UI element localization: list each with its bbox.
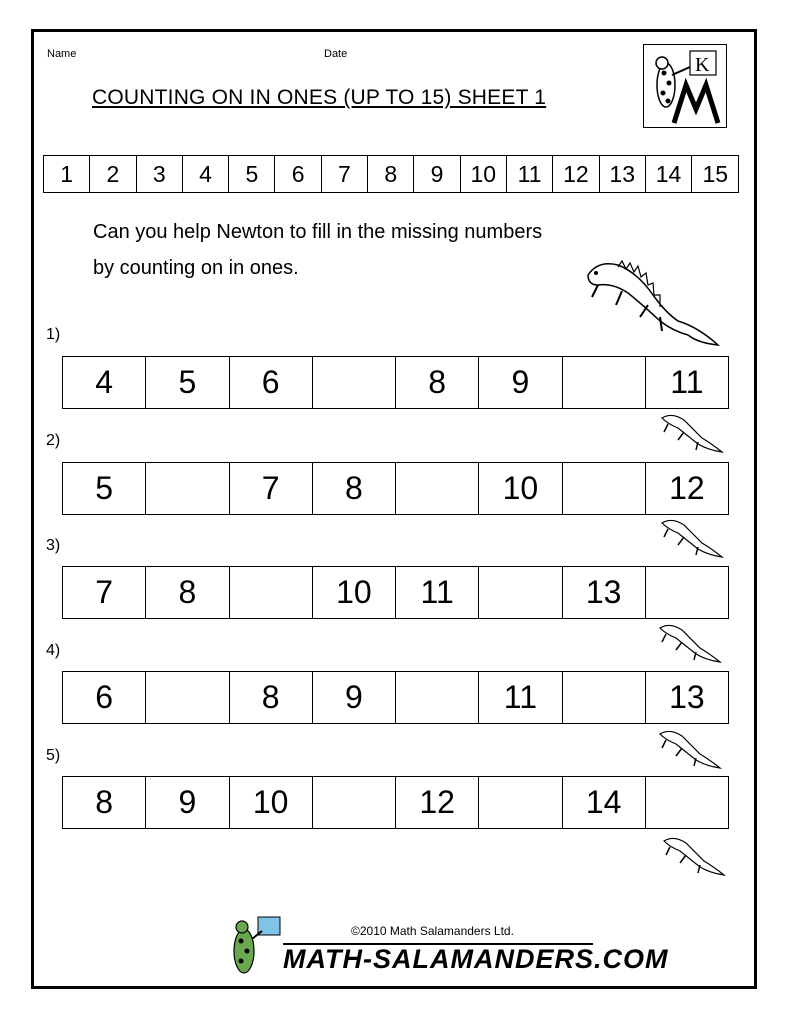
given-number-cell: 12 — [396, 777, 479, 828]
answer-blank-cell[interactable] — [563, 463, 646, 514]
given-number-cell: 10 — [479, 463, 562, 514]
footer-salamander-logo-icon — [226, 915, 286, 979]
brand-name: MATH-SALAMANDERS.COM — [283, 944, 669, 974]
given-number-cell: 8 — [146, 567, 229, 618]
answer-blank-cell[interactable] — [146, 463, 229, 514]
copyright-text: ©2010 Math Salamanders Ltd. — [351, 924, 514, 938]
answer-blank-cell[interactable] — [313, 777, 396, 828]
number-line-cell: 10 — [461, 156, 507, 192]
given-number-cell: 9 — [479, 357, 562, 408]
small-salamander-icon — [658, 410, 724, 455]
given-number-cell: 11 — [396, 567, 479, 618]
small-salamander-icon — [656, 620, 722, 665]
given-number-cell: 7 — [63, 567, 146, 618]
small-salamander-icon — [660, 833, 726, 878]
question-row — [62, 356, 729, 409]
question-label: 3) — [46, 537, 61, 554]
number-line-cell: 12 — [553, 156, 599, 192]
given-number-cell: 11 — [670, 364, 704, 400]
given-number-cell: 7 — [230, 463, 313, 514]
question-row — [62, 776, 729, 829]
small-salamander-icon — [658, 515, 724, 560]
number-line-cell: 6 — [275, 156, 321, 192]
given-number-cell: 9 — [313, 672, 396, 723]
instructions-line-2: by counting on in ones. — [93, 257, 299, 279]
page-title: COUNTING ON IN ONES (UP TO 15) SHEET 1 — [92, 86, 547, 109]
answer-blank-cell[interactable] — [146, 672, 229, 723]
question-label: 2) — [46, 432, 61, 449]
number-line-cell: 9 — [414, 156, 460, 192]
answer-blank-cell[interactable] — [396, 463, 479, 514]
number-line-cell: 11 — [507, 156, 553, 192]
number-line-cell: 3 — [137, 156, 183, 192]
answer-blank-cell[interactable] — [479, 567, 562, 618]
question-label: 4) — [46, 642, 61, 659]
answer-blank-cell[interactable] — [230, 567, 313, 618]
question-row — [62, 566, 729, 619]
newton-salamander-icon — [578, 255, 728, 355]
given-number-cell: 13 — [563, 567, 646, 618]
question-row — [62, 671, 729, 724]
given-number-cell: 8 — [230, 672, 313, 723]
given-number-cell: 10 — [313, 567, 396, 618]
given-number-cell: 6 — [230, 357, 313, 408]
number-line-cell: 4 — [183, 156, 229, 192]
number-line-cell: 5 — [229, 156, 275, 192]
given-number-cell: 11 — [479, 672, 562, 723]
answer-blank-cell[interactable] — [396, 672, 479, 723]
given-number-cell: 8 — [396, 357, 479, 408]
given-number-cell: 5 — [63, 463, 146, 514]
small-salamander-icon — [656, 726, 722, 771]
question-label: 1) — [46, 326, 61, 343]
number-line-cell: 15 — [702, 160, 729, 187]
salamander-logo-icon — [644, 45, 726, 127]
given-number-cell: 10 — [230, 777, 313, 828]
number-line-cell: 14 — [646, 156, 692, 192]
given-number-cell: 12 — [669, 470, 705, 506]
question-label: 5) — [46, 747, 61, 764]
given-number-cell: 8 — [63, 777, 146, 828]
number-line-cell: 1 — [44, 156, 90, 192]
given-number-cell: 9 — [146, 777, 229, 828]
answer-blank-cell[interactable] — [479, 777, 562, 828]
logo — [643, 44, 727, 128]
given-number-cell: 13 — [669, 679, 705, 715]
number-line-cell: 7 — [322, 156, 368, 192]
date-label: Date — [324, 48, 348, 60]
answer-blank-cell[interactable] — [563, 357, 646, 408]
given-number-cell: 8 — [313, 463, 396, 514]
instructions-line-1: Can you help Newton to fill in the missing numbers — [93, 221, 543, 243]
number-line-cell: 8 — [368, 156, 414, 192]
given-number-cell: 14 — [563, 777, 646, 828]
instructions — [93, 214, 653, 286]
logo-letter: K — [695, 54, 710, 76]
answer-blank-cell[interactable] — [646, 777, 728, 828]
number-line-cell: 13 — [600, 156, 646, 192]
name-label: Name — [47, 48, 77, 60]
given-number-cell: 4 — [63, 357, 146, 408]
answer-blank-cell[interactable] — [646, 567, 728, 618]
given-number-cell: 5 — [146, 357, 229, 408]
answer-blank-cell[interactable] — [313, 357, 396, 408]
answer-blank-cell[interactable] — [563, 672, 646, 723]
question-row — [62, 462, 729, 515]
number-line-cell: 2 — [90, 156, 136, 192]
number-line — [43, 155, 739, 193]
given-number-cell: 6 — [63, 672, 146, 723]
